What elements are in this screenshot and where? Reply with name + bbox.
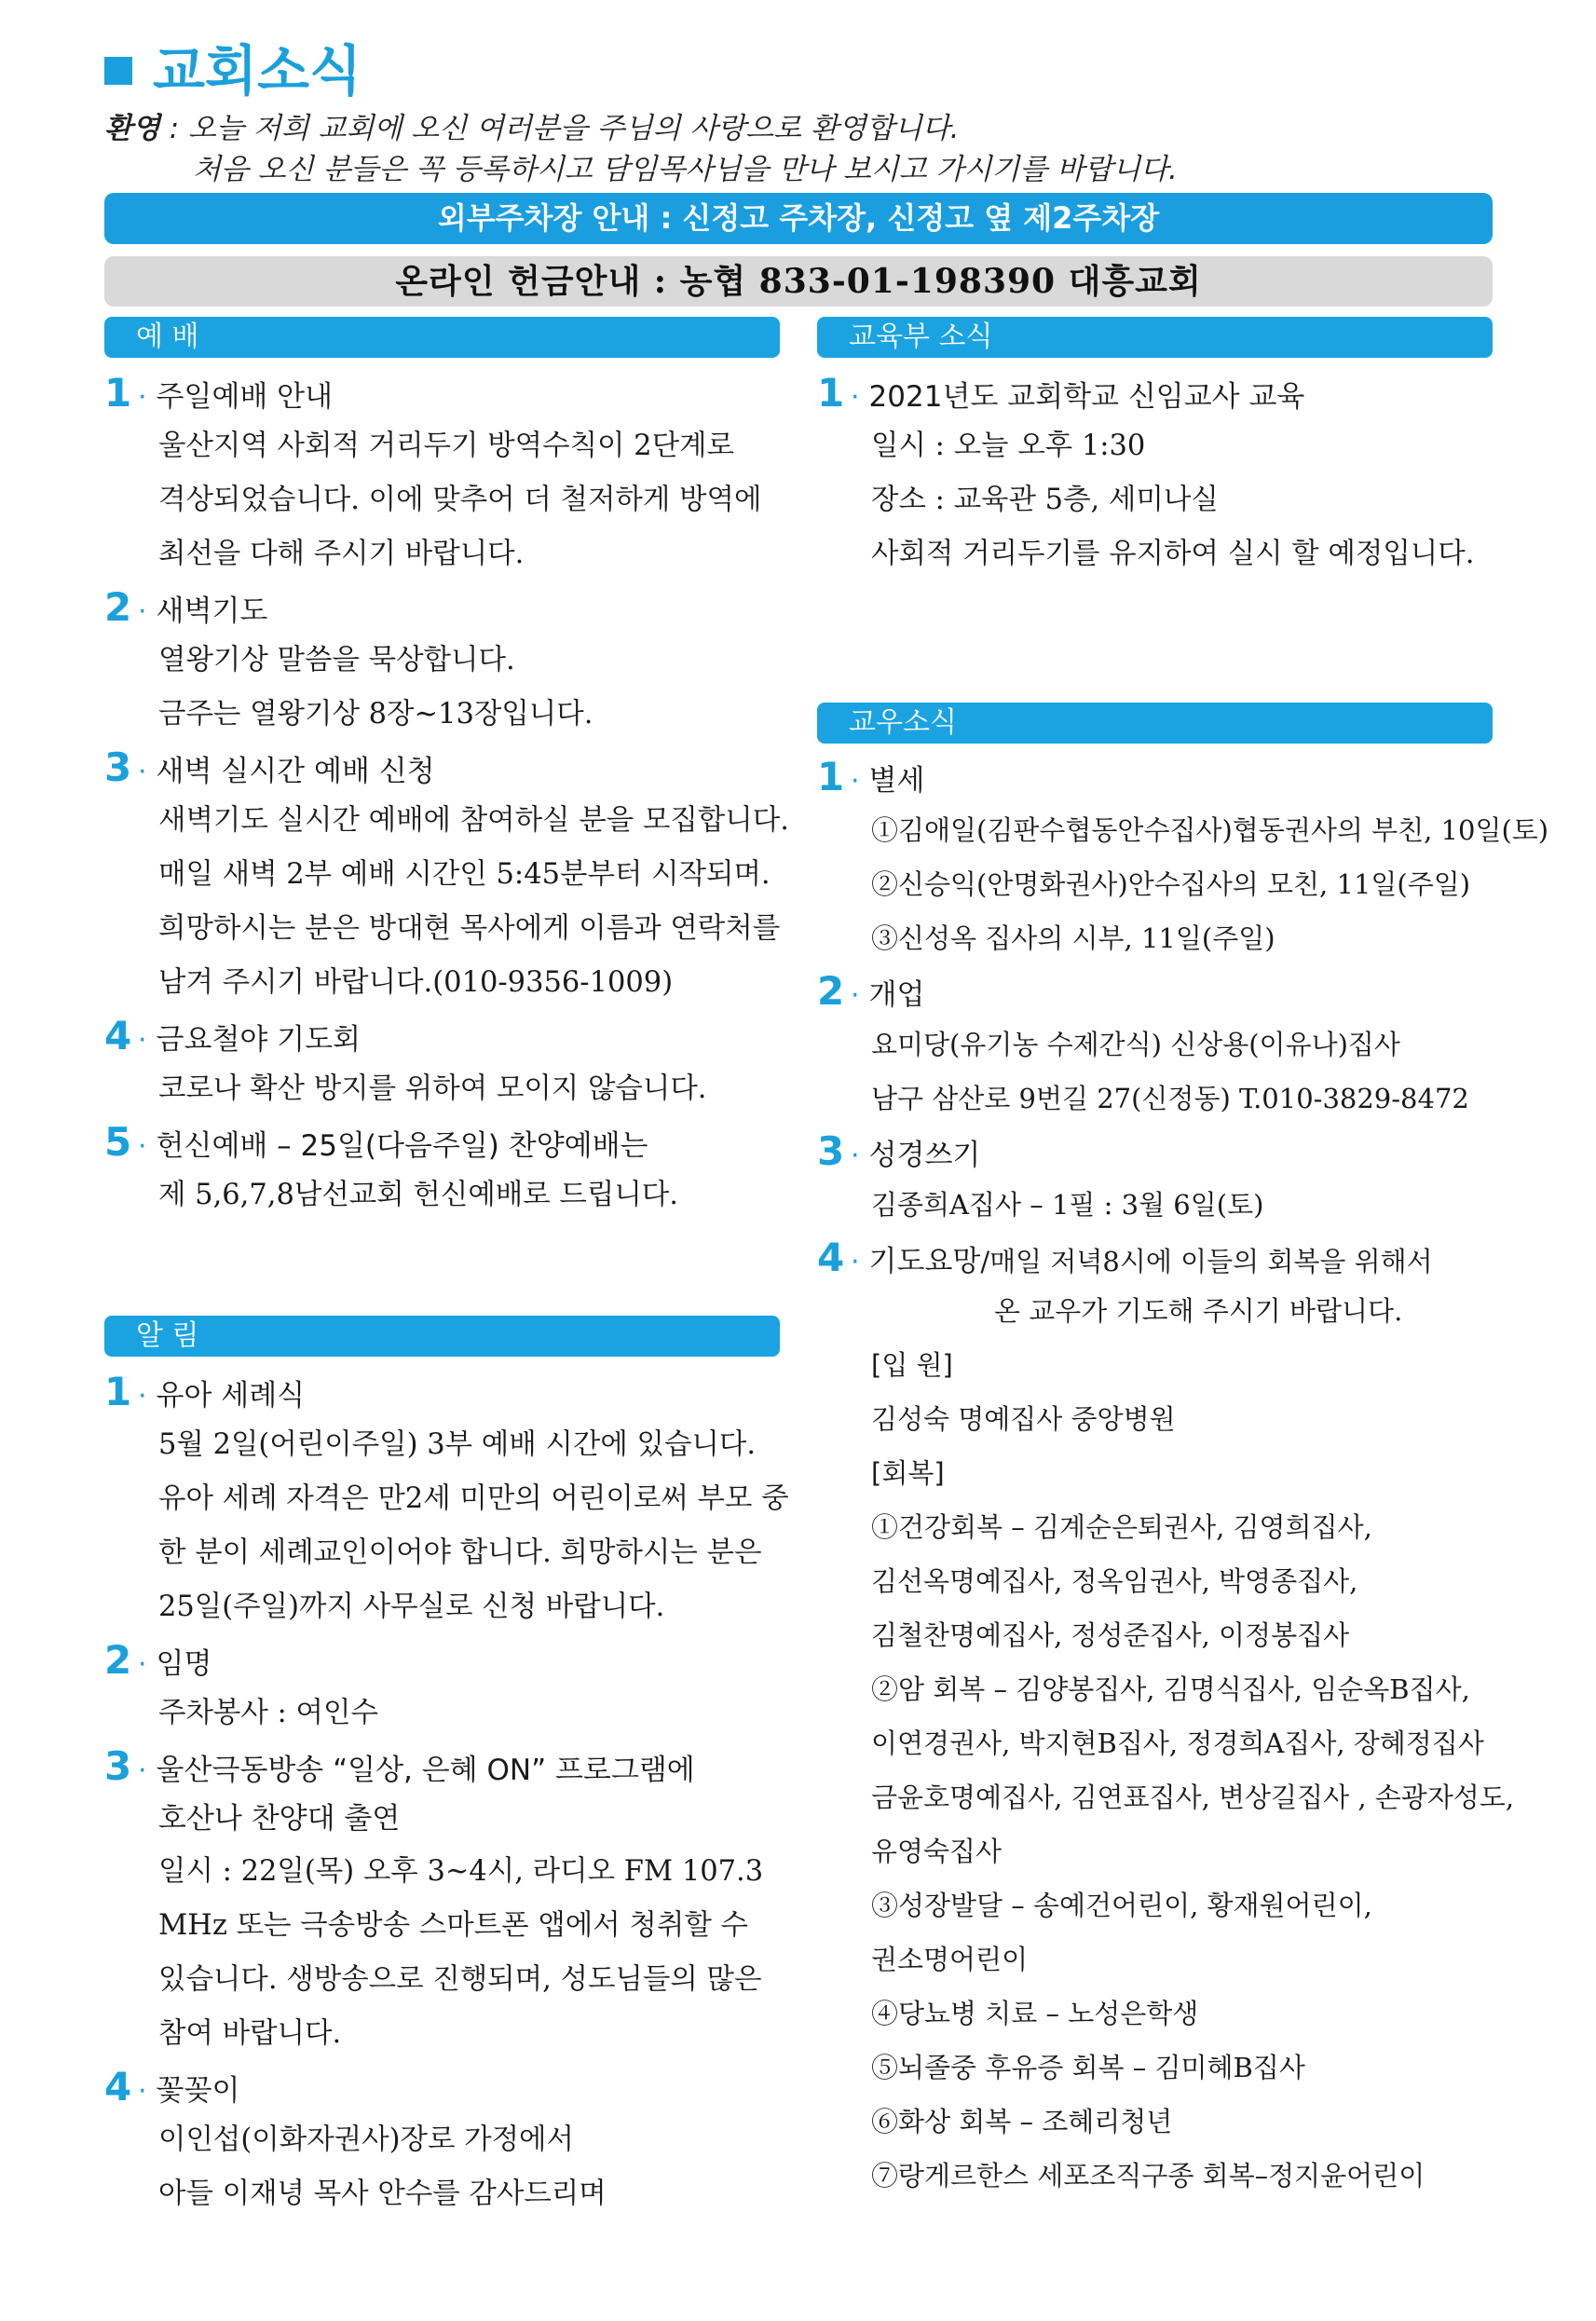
text-line: 장소 : 교육관 5층, 세미나실 bbox=[871, 484, 1219, 516]
text-line: ⑥화상 회복 – 조혜리청년 bbox=[871, 2106, 1173, 2137]
text-line: 이연경권사, 박지현B집사, 정경희A집사, 장혜정집사 bbox=[871, 1727, 1484, 1759]
item-number: 2 bbox=[817, 968, 845, 1014]
dot-icon: · bbox=[138, 756, 147, 788]
text-line: 희망하시는 분은 방대현 목사에게 이름과 연락처를 bbox=[158, 912, 781, 945]
text-line: 금주는 열왕기상 8장~13장입니다. bbox=[158, 698, 593, 730]
section-header-education: 교육부 소식 bbox=[817, 317, 1493, 358]
text-line: 온 교우가 기도해 주시기 바랍니다. bbox=[994, 1295, 1403, 1327]
notice-item-1 bbox=[104, 1366, 789, 1634]
dot-icon: · bbox=[138, 381, 147, 414]
text-line: 남겨 주시기 바랍니다.(010-9356-1009) bbox=[158, 966, 674, 999]
text-line: 요미당(유기농 수제간식) 신상용(이유나)집사 bbox=[871, 1029, 1400, 1060]
members-item-2 bbox=[817, 965, 1493, 1126]
text-line: 울산지역 사회적 거리두기 방역수칙이 2단계로 bbox=[158, 430, 734, 462]
text-line: 격상되었습니다. 이에 맞추어 더 철저하게 방역에 bbox=[158, 484, 762, 516]
text-line: 이인섭(이화자권사)장로 가정에서 bbox=[158, 2123, 574, 2156]
worship-item-5 bbox=[104, 1116, 780, 1222]
section-header-members: 교우소식 bbox=[817, 703, 1493, 744]
dot-icon: · bbox=[138, 1130, 147, 1163]
item-title: 새벽기도 bbox=[156, 594, 268, 628]
text-line: ①건강회복 – 김계순은퇴권사, 김영희집사, bbox=[871, 1511, 1372, 1543]
text-line: 최선을 다해 주시기 바랍니다. bbox=[158, 538, 525, 570]
notice-item-2 bbox=[104, 1634, 780, 1741]
item-title: 기도요망 bbox=[868, 1245, 981, 1278]
item-title: 유아 세례식 bbox=[156, 1379, 306, 1413]
text-line: 사회적 거리두기를 유지하여 실시 할 예정입니다. bbox=[871, 538, 1475, 570]
item-number: 2 bbox=[104, 1637, 132, 1683]
notice-item-3 bbox=[104, 1741, 780, 2061]
item-title: 주일예배 안내 bbox=[156, 380, 334, 414]
members-item-4 bbox=[817, 1232, 1515, 2203]
section-header-worship: 예 배 bbox=[104, 317, 780, 358]
dot-icon: · bbox=[138, 1024, 147, 1057]
education-item-1 bbox=[817, 367, 1493, 581]
dot-icon: · bbox=[851, 979, 860, 1012]
worship-item-2 bbox=[104, 581, 780, 742]
dot-icon: · bbox=[138, 595, 147, 628]
item-number: 4 bbox=[104, 1013, 132, 1058]
text-line: 열왕기상 말씀을 묵상합니다. bbox=[158, 644, 515, 676]
item-number: 5 bbox=[104, 1119, 132, 1165]
members-item-1 bbox=[817, 751, 1549, 965]
text-line: 참여 바랍니다. bbox=[158, 2017, 342, 2050]
dot-icon: · bbox=[851, 1140, 860, 1172]
worship-item-4 bbox=[104, 1010, 780, 1116]
welcome-line-1: : 오늘 저희 교회에 오신 여러분을 주님의 사랑으로 환영합니다. bbox=[159, 112, 960, 145]
item-title-line-2: 호산나 찬양대 출연 bbox=[158, 1802, 401, 1836]
notice-item-4 bbox=[104, 2061, 780, 2221]
text-line: 있습니다. 생방송으로 진행되며, 성도님들의 많은 bbox=[158, 1963, 762, 1996]
members-item-3 bbox=[817, 1126, 1493, 1232]
welcome-label: 환영 bbox=[104, 112, 160, 145]
worship-item-3 bbox=[104, 742, 789, 1010]
page-title-text: 교회소식 bbox=[153, 39, 362, 102]
item-number: 4 bbox=[104, 2064, 132, 2109]
text-line: 25일(주일)까지 사무실로 신청 바랍니다. bbox=[158, 1591, 665, 1623]
right-column bbox=[817, 317, 1549, 2203]
item-number: 2 bbox=[104, 584, 132, 630]
text-line: 새벽기도 실시간 예배에 참여하실 분을 모집합니다. bbox=[158, 804, 789, 837]
item-number: 1 bbox=[817, 754, 845, 799]
online-offering-bar: 온라인 헌금안내 : 농협 833-01-198390 대흥교회 bbox=[104, 256, 1493, 307]
item-number: 3 bbox=[104, 744, 132, 790]
parking-notice-bar: 외부주차장 안내 : 신정고 주차장, 신정고 옆 제2주차장 bbox=[104, 193, 1493, 244]
welcome-line-2: 처음 오신 분들은 꼭 등록하시고 담임목사님을 만나 보시고 가시기를 바랍니다. bbox=[193, 153, 1178, 186]
text-line: 김철찬명예집사, 정성준집사, 이정봉집사 bbox=[871, 1619, 1350, 1651]
dot-icon: · bbox=[138, 2075, 147, 2108]
text-line: 일시 : 오늘 오후 1:30 bbox=[871, 430, 1146, 462]
item-title: 꽃꽂이 bbox=[156, 2074, 240, 2108]
text-line: 매일 새벽 2부 예배 시간인 5:45분부터 시작되며. bbox=[158, 858, 771, 891]
text-line: ②암 회복 – 김양봉집사, 김명식집사, 임순옥B집사, bbox=[871, 1673, 1470, 1705]
item-number: 3 bbox=[104, 1743, 132, 1789]
text-line: 유아 세례 자격은 만2세 미만의 어린이로써 부모 중 bbox=[158, 1482, 789, 1515]
item-title-rest: /매일 저녁8시에 이들의 회복을 위해서 bbox=[980, 1246, 1433, 1277]
text-line: 금윤호명예집사, 김연표집사, 변상길집사 , 손광자성도, bbox=[871, 1782, 1515, 1813]
item-title: 개업 bbox=[868, 978, 925, 1012]
text-line: 남구 삼산로 9번길 27(신정동) T.010-3829-8472 bbox=[871, 1083, 1469, 1114]
text-line: 제 5,6,7,8남선교회 헌신예배로 드립니다. bbox=[158, 1179, 678, 1211]
dot-icon: · bbox=[851, 765, 860, 798]
text-line: 권소명어린이 bbox=[871, 1944, 1029, 1975]
item-number: 4 bbox=[817, 1235, 845, 1280]
dot-icon: · bbox=[851, 1246, 860, 1278]
item-number: 1 bbox=[104, 1369, 132, 1414]
text-line: [회복] bbox=[871, 1457, 945, 1489]
text-line: 한 분이 세례교인이어야 합니다. 희망하시는 분은 bbox=[158, 1536, 762, 1569]
text-line: 아들 이재녕 목사 안수를 감사드리며 bbox=[158, 2178, 607, 2210]
item-title: 성경쓰기 bbox=[868, 1139, 981, 1172]
welcome-text bbox=[104, 108, 1178, 190]
item-title: 별세 bbox=[868, 764, 925, 798]
text-line: [입 원] bbox=[871, 1349, 953, 1381]
page-header bbox=[104, 37, 1178, 190]
dot-icon: · bbox=[851, 381, 860, 414]
dot-icon: · bbox=[138, 1754, 147, 1787]
text-line: 김종희A집사 – 1필 : 3월 6일(토) bbox=[871, 1189, 1264, 1221]
text-line: 김성숙 명예집사 중앙병원 bbox=[871, 1403, 1176, 1435]
dot-icon: · bbox=[138, 1648, 147, 1681]
item-title: 새벽 실시간 예배 신청 bbox=[156, 755, 435, 788]
item-number: 1 bbox=[104, 370, 132, 416]
section-header-notice: 알 림 bbox=[104, 1316, 780, 1357]
item-title: 임명 bbox=[156, 1647, 212, 1681]
item-number: 3 bbox=[817, 1128, 845, 1174]
page-title bbox=[104, 37, 1178, 104]
text-line: 유영숙집사 bbox=[871, 1836, 1003, 1867]
text-line: ④당뇨병 치료 – 노성은학생 bbox=[871, 1998, 1199, 2029]
text-line: 코로나 확산 방지를 위하여 모이지 않습니다. bbox=[158, 1072, 707, 1105]
text-line: ③성장발달 – 송예건어린이, 황재원어린이, bbox=[871, 1890, 1372, 1921]
text-line: ①김애일(김판수협동안수집사)협동권사의 부친, 10일(토) bbox=[871, 814, 1549, 846]
square-bullet-icon bbox=[104, 57, 132, 85]
text-line: ②신승익(안명화권사)안수집사의 모친, 11일(주일) bbox=[871, 868, 1471, 900]
left-column bbox=[104, 317, 789, 2221]
worship-item-1 bbox=[104, 367, 780, 581]
item-title: 헌신예배 – 25일(다음주일) 찬양예배는 bbox=[156, 1129, 648, 1163]
dot-icon: · bbox=[138, 1380, 147, 1413]
item-title: 금요철야 기도회 bbox=[156, 1023, 361, 1057]
item-title: 2021년도 교회학교 신임교사 교육 bbox=[868, 380, 1305, 414]
text-line: ⑦랑게르한스 세포조직구종 회복–정지윤어린이 bbox=[871, 2160, 1425, 2191]
text-line: 일시 : 22일(목) 오후 3~4시, 라디오 FM 107.3 bbox=[158, 1855, 764, 1888]
text-line: 김선옥명예집사, 정옥임권사, 박영종집사, bbox=[871, 1565, 1358, 1597]
text-line: ③신성옥 집사의 시부, 11일(주일) bbox=[871, 922, 1275, 954]
text-line: 주차봉사 : 여인수 bbox=[158, 1697, 378, 1729]
item-title: 울산극동방송 “일상, 은혜 ON” 프로그램에 bbox=[156, 1754, 695, 1787]
text-line: 5월 2일(어린이주일) 3부 예배 시간에 있습니다. bbox=[158, 1428, 757, 1461]
text-line: ⑤뇌졸중 후유증 회복 – 김미혜B집사 bbox=[871, 2052, 1305, 2083]
item-number: 1 bbox=[817, 370, 845, 416]
text-line: MHz 또는 극송방송 스마트폰 앱에서 청취할 수 bbox=[158, 1909, 748, 1942]
